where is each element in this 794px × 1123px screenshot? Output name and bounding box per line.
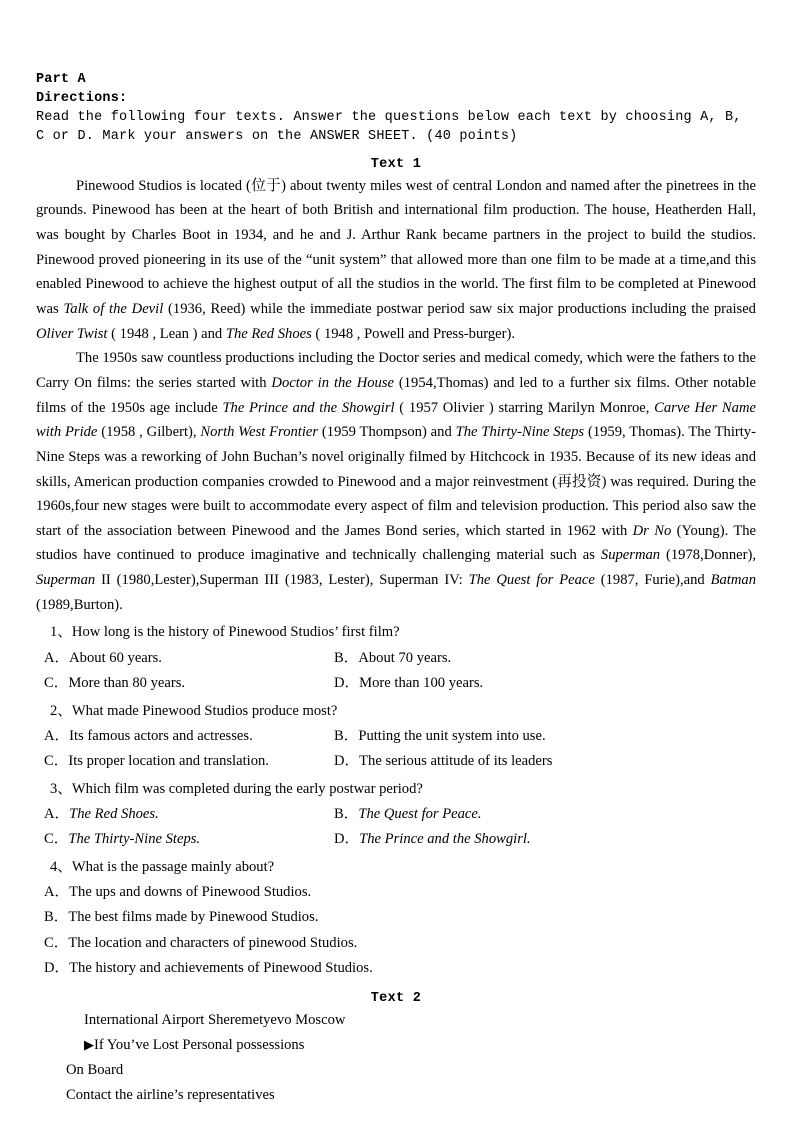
option-row [36,905,756,930]
t1p1-seg-4: ( 1948 , Powell and Press-burger). [311,325,515,342]
t1p2-title-1: Doctor in the House [271,374,394,391]
question-text: What is the passage mainly about? [71,859,275,876]
option-c[interactable] [44,671,334,696]
t1p2-title-7: Superman [600,547,661,564]
option-letter: C． [44,752,69,769]
question-text: Which film was completed during the early postwar period? [71,781,423,797]
part-label: Part A [36,72,86,87]
t1p1-seg-3: ( 1948 , Lean ) and [107,325,226,342]
option-d[interactable] [334,749,654,774]
option-label: The Red Shoes. [69,806,159,823]
question-number: 4、 [50,859,72,876]
text-2-heading: Text 2 [370,990,422,1006]
question-number: 2、 [50,702,72,719]
t1p2-title-2: The Prince and the Showgirl [222,399,395,416]
option-b[interactable] [44,905,756,930]
option-b[interactable] [334,724,654,749]
text-1-paragraph-2 [36,346,756,617]
option-row [36,724,756,749]
t1p1-seg-1: Pinewood Studios is located (位于) about twenty miles west of central London and named after the pinetrees in the grounds. Pinewood has been at the heart of both British and international film production. The house, Heatherden Hall, was bought by Charles Boot in 1934, and he and J. Arthur Rank became partners in the project to build the studios. Pinewood proved pioneering in its use of the “unit system” that allowed more than one film to be made at a time,and this enabled Pinewood to achieve the highest output of all the studios in the world. The first film to be completed at Pinewood was [36,177,756,317]
option-letter: A． [44,727,70,744]
option-letter: B． [334,806,359,823]
t1p2-seg-7: (Young). The studios have continued to produce imaginative and technically challenging material such as [36,522,757,564]
option-row [36,956,756,981]
t1p2-seg-5: (1959 Thompson) and [318,424,456,441]
option-row [36,749,756,774]
option-letter: B． [334,649,359,666]
option-a[interactable] [44,802,334,827]
option-row [36,802,756,827]
triangle-right-icon: ▶ [84,1036,94,1052]
t1p2-seg-8: (1978,Donner), [660,547,756,564]
t1p2-title-9: The Quest for Peace [468,572,595,589]
t1p2-seg-6: (1959, Thomas). The Thirty-Nine Steps was a reworking of John Buchan’s novel originally filmed by Hitchcock in 1935. Because of its new ideas and skills, American production companies crowded to Pinewood and a major reinvestment (再投资) was required. During the 1960s,four new stages were built to accommodate every aspect of film and television production. This period also saw the start of the association between Pinewood and the James Bond series, which started in 1962 with [36,424,756,539]
option-c[interactable] [44,931,756,956]
t1p2-seg-1: The 1950s saw countless productions including the Doctor series and medical comedy, which were the fathers to the Carry On films: the series started with [36,350,756,391]
t1p2-seg-10: (1987, Furie),and [594,572,711,589]
t1p2-seg-11: (1989,Burton). [36,596,123,613]
option-letter: B． [44,909,69,926]
t1p2-seg-4: (1958 , Gilbert), [97,424,201,441]
option-letter: D． [334,752,360,769]
t1p1-title-3: The Red Shoes [225,325,312,342]
option-c[interactable] [44,749,334,774]
option-letter: C． [44,934,69,951]
t1p2-title-4: North West Frontier [200,424,319,441]
directions-text: Read the following four texts. Answer the questions below each text by choosing A, B, C or D. Mark your answers on the ANSWER SHEET. (40 points) [36,110,742,145]
text-2-line-2-label: If You’ve Lost Personal possessions [94,1036,305,1053]
text-1-paragraph-1 [36,174,756,347]
question-stem [36,777,756,802]
directions-label: Directions: [36,91,128,107]
option-label: About 60 years. [69,649,162,666]
t1p2-seg-3: ( 1957 Olivier ) starring Marilyn Monroe, [394,399,655,416]
t1p2-seg-9: II (1980,Lester),Superman III (1983, Lester), Superman IV: [95,572,469,589]
text-2-line-1: International Airport Sheremetyevo Moscow [84,1011,346,1028]
question-stem [36,855,756,880]
option-letter: D． [334,674,360,691]
option-label: The location and characters of pinewood Studios. [68,934,358,951]
t1p2-title-5: The Thirty-Nine Steps [455,424,585,441]
option-label: Putting the unit system into use. [358,727,546,744]
option-label: The serious attitude of its leaders [359,752,553,769]
t1p2-seg-2: (1954,Thomas) and led to a further six films. Other notable films of the 1950s age include [36,374,756,416]
option-letter: A． [44,649,70,666]
question-number: 3、 [50,781,72,797]
option-letter: A． [44,806,70,823]
option-label: More than 100 years. [359,674,484,691]
option-label: Its famous actors and actresses. [69,727,253,744]
t1p2-title-8: Superman [36,572,96,589]
option-row [36,827,756,852]
t1p1-title-1: Talk of the Devil [63,300,164,317]
option-letter: B． [334,727,359,744]
question-stem [36,699,756,724]
t1p1-title-2: Oliver Twist [36,325,108,342]
option-d[interactable] [44,956,756,981]
option-c[interactable] [44,827,334,852]
option-row [36,671,756,696]
option-label: The Quest for Peace. [358,806,482,823]
option-label: About 70 years. [358,649,452,666]
t1p2-title-3: Carve Her Name with Pride [36,399,756,441]
option-row [36,646,756,671]
text-2-line-4: Contact the airline’s representatives [66,1087,275,1104]
option-letter: D． [334,831,360,848]
t1p1-seg-2: (1936, Reed) while the immediate postwar period saw six major productions including the praised [163,300,756,317]
option-d[interactable] [334,827,654,852]
option-letter: A． [44,884,70,901]
option-a[interactable] [44,724,334,749]
option-d[interactable] [334,671,654,696]
option-label: More than 80 years. [68,674,186,691]
option-a[interactable] [44,880,756,905]
text-1-heading: Text 1 [370,156,422,172]
option-label: The Prince and the Showgirl. [359,831,531,848]
question-number: 1、 [50,624,72,641]
option-a[interactable] [44,646,334,671]
text-2-line-3: On Board [66,1061,124,1078]
option-label: The history and achievements of Pinewood Studios. [69,959,373,976]
option-row [36,880,756,905]
t1p2-title-10: Batman [710,572,756,589]
option-label: Its proper location and translation. [68,752,269,769]
option-letter: C． [44,831,69,848]
option-label: The best films made by Pinewood Studios. [68,909,319,926]
option-b[interactable] [334,646,654,671]
question-text: What made Pinewood Studios produce most? [71,702,338,719]
option-row [36,931,756,956]
question-text: How long is the history of Pinewood Studios’ first film? [71,624,400,641]
t1p2-title-6: Dr No [632,522,672,539]
option-b[interactable] [334,802,654,827]
option-label: The ups and downs of Pinewood Studios. [69,884,312,901]
question-stem [36,620,756,645]
text-2-line-2 [36,1033,756,1058]
option-label: The Thirty-Nine Steps. [68,831,201,848]
option-letter: C． [44,674,69,691]
option-letter: D． [44,959,70,976]
